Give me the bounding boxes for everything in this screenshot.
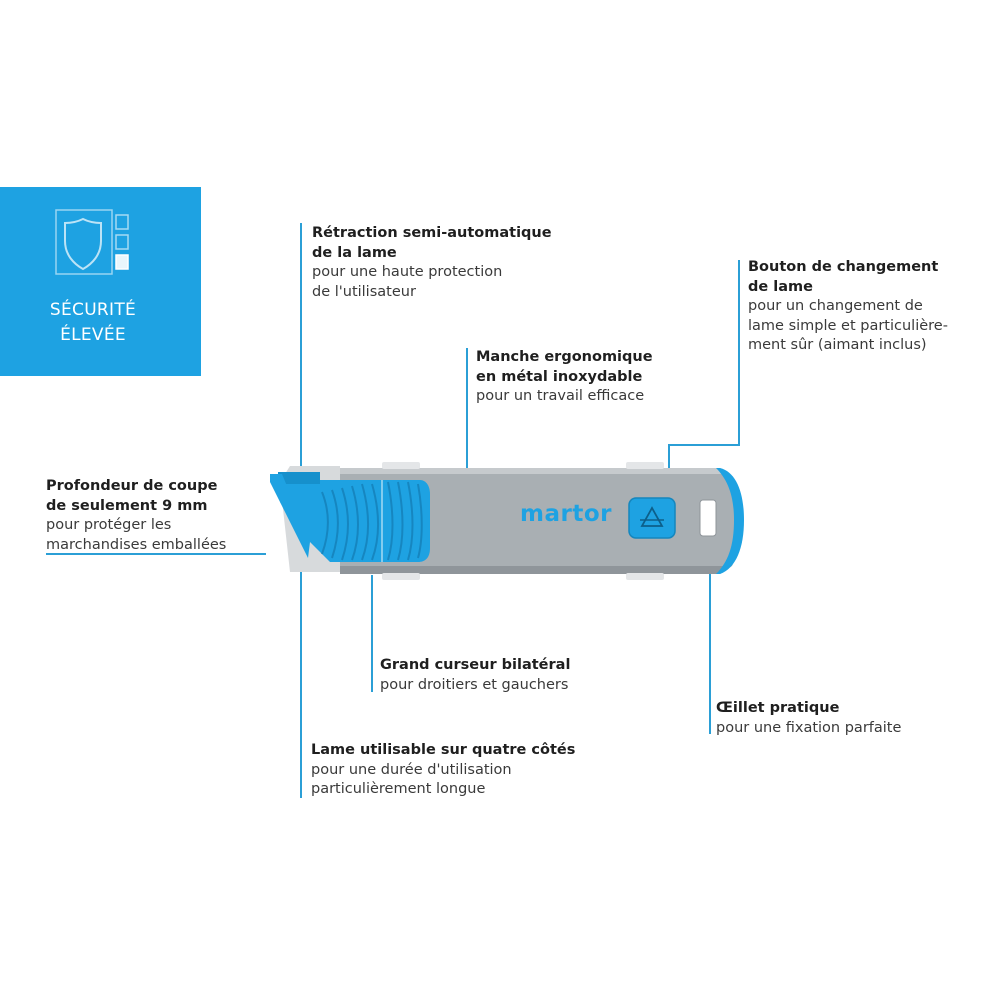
callout-eyelet-title-1: Œillet pratique xyxy=(716,700,840,716)
callout-button xyxy=(748,258,948,356)
callout-blade-desc-1: pour une durée d'utilisation xyxy=(311,761,512,778)
callout-button-title-1: Bouton de changement xyxy=(748,259,939,275)
leader-button-h xyxy=(668,444,740,446)
callout-retraction-desc-2: de l'utilisateur xyxy=(312,283,416,300)
callout-slider-desc-1: pour droitiers et gauchers xyxy=(380,676,569,693)
callout-depth-title-2: de seulement 9 mm xyxy=(46,497,208,514)
badge-label-line2: ÉLEVÉE xyxy=(60,325,126,345)
callout-handle-title-1: Manche ergonomique xyxy=(476,349,653,365)
callout-depth-desc-2: marchandises emballées xyxy=(46,536,227,553)
callout-retraction-title-1: Rétraction semi-automatique xyxy=(312,225,552,241)
callout-handle-title-2: en métal inoxydable xyxy=(476,368,643,385)
callout-handle-desc-1: pour un travail efficace xyxy=(476,388,645,404)
callout-blade-title-1: Lame utilisable sur quatre côtés xyxy=(311,742,576,758)
leader-retraction xyxy=(300,223,302,468)
badge-label-line1: SÉCURITÉ xyxy=(49,300,137,320)
callout-button-desc-3: ment sûr (aimant inclus) xyxy=(748,337,927,353)
callout-button-desc-2: lame simple et particulière- xyxy=(748,317,948,334)
leader-handle xyxy=(466,348,468,478)
leader-blade xyxy=(300,565,302,798)
callout-blade xyxy=(311,741,575,800)
safety-knife-illustration xyxy=(270,462,744,580)
callout-retraction-desc-1: pour une haute protection xyxy=(312,264,503,280)
leader-slider xyxy=(371,575,373,692)
callout-eyelet xyxy=(716,699,901,738)
brand-logo: martor xyxy=(520,501,612,527)
callout-depth-title-1: Profondeur de coupe xyxy=(46,478,218,494)
shield-level-icon xyxy=(55,209,135,275)
callout-blade-desc-2: particulièrement longue xyxy=(311,781,486,797)
callout-retraction-title-2: de la lame xyxy=(312,244,397,261)
callout-retraction xyxy=(312,224,552,302)
callout-depth-desc-1: pour protéger les xyxy=(46,517,172,533)
callout-depth xyxy=(46,477,226,555)
callout-slider-title-1: Grand curseur bilatéral xyxy=(380,657,571,673)
callout-button-desc-1: pour un changement de xyxy=(748,298,923,314)
callout-button-title-2: de lame xyxy=(748,278,813,295)
callout-handle xyxy=(476,348,653,407)
callout-eyelet-desc-1: pour une fixation parfaite xyxy=(716,719,902,736)
leader-button-v1 xyxy=(738,260,740,445)
safety-level-badge xyxy=(0,187,201,376)
callout-slider xyxy=(380,656,570,695)
